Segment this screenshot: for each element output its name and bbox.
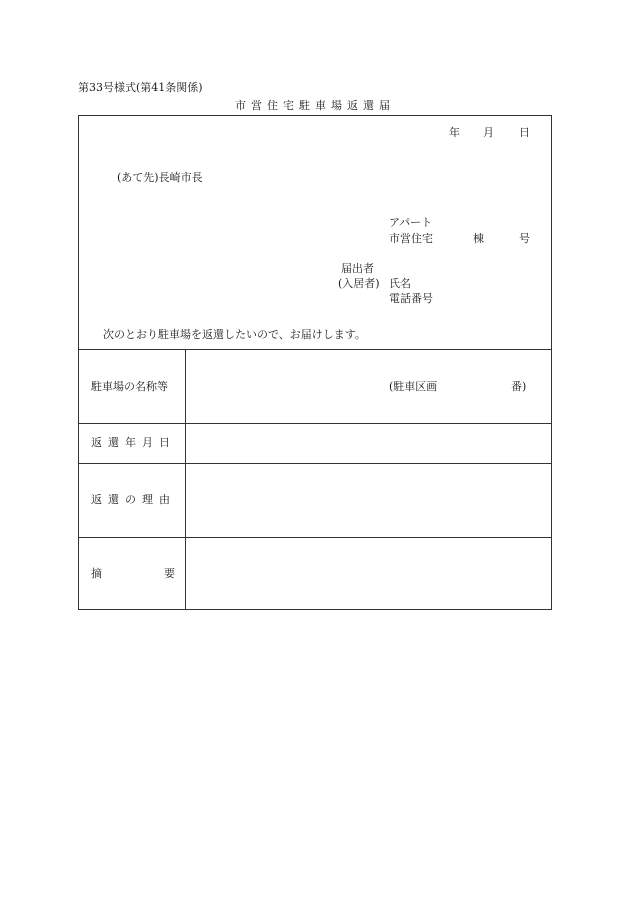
form-title: 市営住宅駐車場返還届 xyxy=(235,99,395,112)
name-label: 氏名 xyxy=(389,277,411,290)
date-day: 日 xyxy=(519,126,530,139)
row-rule-1 xyxy=(79,423,551,424)
label-column-rule xyxy=(185,349,186,609)
building-label: 棟 xyxy=(473,232,484,245)
addressee: (あて先)長崎市長 xyxy=(117,171,203,184)
parking-name-label: 駐車場の名称等 xyxy=(91,380,168,393)
row-rule-2 xyxy=(79,463,551,464)
form-frame xyxy=(78,115,552,610)
phone-label: 電話番号 xyxy=(389,292,433,305)
unit-number-label: 号 xyxy=(519,232,530,245)
parking-section-number: 番) xyxy=(511,380,527,393)
date-month: 月 xyxy=(483,126,494,139)
applicant-label: 届出者 xyxy=(341,262,374,275)
row-rule-3 xyxy=(79,537,551,538)
remarks-label-right: 要 xyxy=(164,567,175,580)
date-year: 年 xyxy=(449,126,460,139)
apartment-label: アパート xyxy=(389,216,433,229)
resident-label: (入居者) xyxy=(338,277,380,290)
parking-section-label: (駐車区画 xyxy=(389,380,438,393)
return-date-label: 返還年月日 xyxy=(91,436,176,449)
form-number: 第33号様式(第41条関係) xyxy=(78,81,203,94)
remarks-label-left: 摘 xyxy=(91,567,102,580)
return-reason-label: 返還の理由 xyxy=(91,493,176,506)
statement-text: 次のとおり駐車場を返還したいので、お届けします。 xyxy=(103,328,366,341)
municipal-housing-label: 市営住宅 xyxy=(389,232,433,245)
table-top-rule xyxy=(79,349,551,350)
